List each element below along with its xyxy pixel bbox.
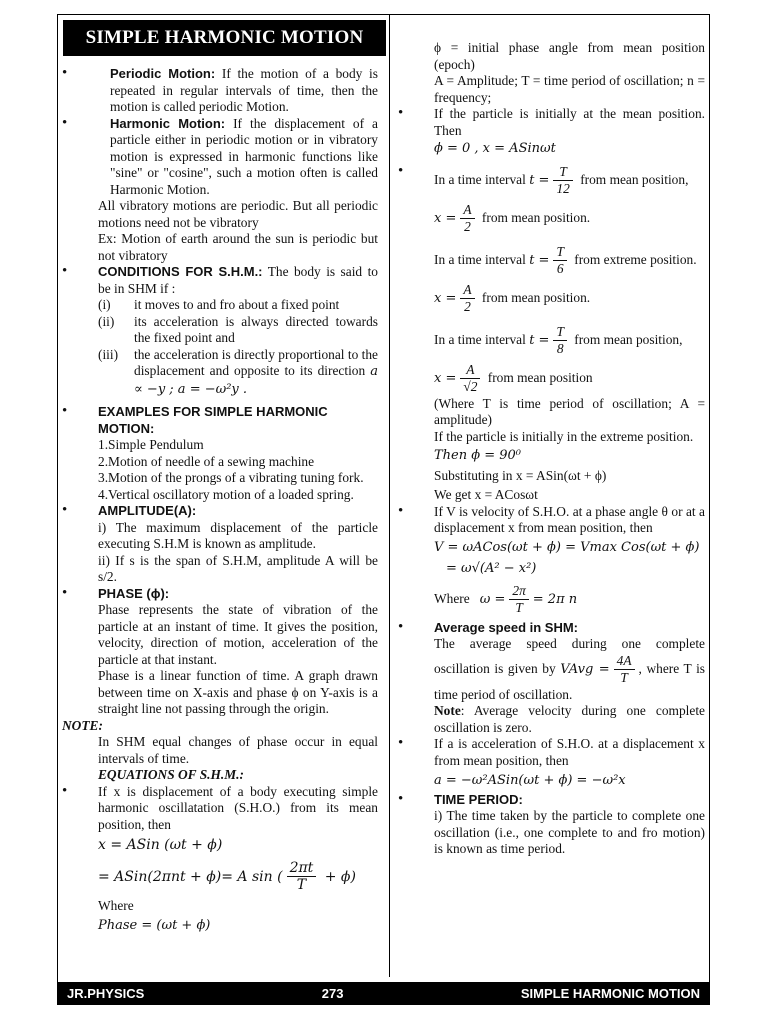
condition-number: (i) bbox=[98, 297, 111, 312]
fraction-denominator: T bbox=[296, 877, 307, 893]
displacement-fraction-2 bbox=[460, 282, 474, 316]
time-period-item bbox=[398, 792, 705, 809]
footer-chapter: SIMPLE HARMONIC MOTION bbox=[520, 986, 700, 1001]
phase-heading: PHASE (ϕ): bbox=[98, 585, 170, 601]
average-speed-text bbox=[398, 636, 705, 703]
left-column bbox=[62, 66, 378, 935]
phase-text-2: Phase is a linear function of time. A graph drawn between time on X-axis and phase ϕ on Y-axis is a straight line not passing through the origin. bbox=[98, 668, 378, 716]
amplitude-definition: A = Amplitude; T = time period of oscillation; n = frequency; bbox=[434, 73, 705, 105]
fraction-denominator: 12 bbox=[556, 181, 570, 196]
fraction-numerator: T bbox=[553, 164, 572, 182]
equations-text: • If x is displacement of a body executing simple harmonic oscillatation (S.H.O.) from its mean position, then bbox=[62, 784, 378, 834]
displacement-2 bbox=[398, 282, 705, 316]
velocity-text: • If V is velocity of S.H.O. at a phase angle θ or at a displacement x from mean position, then bbox=[398, 504, 705, 537]
condition-iii bbox=[62, 347, 378, 399]
average-speed-lhs: VAvg = bbox=[560, 661, 610, 677]
displacement-fraction-1 bbox=[460, 202, 474, 236]
time-period-text: i) The time taken by the particle to complete one oscillation (i.e., one complete to and fro motion) is known as time period. bbox=[434, 808, 705, 856]
displacement-tail: from mean position. bbox=[478, 209, 591, 225]
acceleration-text: • If a is acceleration of S.H.O. at a displacement x from mean position, then bbox=[398, 736, 705, 769]
example-4: 4.Vertical oscillatory motion of a loaded spring. bbox=[98, 486, 354, 502]
periodic-motion-heading: Periodic Motion: bbox=[110, 66, 216, 81]
phase-equation: Phase = (ωt + ϕ) bbox=[98, 918, 211, 933]
average-speed-heading: Average speed in SHM: bbox=[434, 619, 579, 635]
fraction-denominator: T bbox=[515, 600, 523, 615]
fraction-numerator: A bbox=[460, 202, 474, 220]
displacement-1 bbox=[398, 202, 705, 236]
then-equation: Then ϕ = 90⁰ bbox=[434, 448, 522, 463]
displacement-tail: from mean position bbox=[484, 369, 593, 385]
example-1: 1.Simple Pendulum bbox=[98, 437, 204, 452]
fraction-denominator: 6 bbox=[556, 261, 564, 276]
omega-definition bbox=[398, 583, 705, 617]
fraction-denominator: 2 bbox=[464, 219, 471, 234]
equation-1: x = ASin (ωt + ϕ) bbox=[98, 837, 223, 853]
amplitude-text-2: ii) If s is the span of S.H.M, amplitude A will be s/2. bbox=[98, 552, 378, 584]
amplitude-text-1: i) The maximum displacement of the particle executing S.H.M is known as amplitude. bbox=[98, 519, 378, 551]
where-t-text: (Where T is time period of oscillation; A = amplitude) bbox=[434, 395, 705, 427]
extreme-position-text: If the particle is initially in the extreme position. bbox=[434, 428, 694, 444]
fraction-numerator: T bbox=[553, 324, 566, 342]
time-interval-1 bbox=[398, 164, 705, 198]
average-speed-tail: , where T is time period of oscillation. bbox=[434, 660, 706, 702]
column-divider bbox=[389, 14, 390, 977]
footer-subject: JR.PHYSICS bbox=[67, 986, 145, 1001]
note-text: : Average velocity during one complete oscillation is zero. bbox=[434, 703, 705, 735]
time-interval-2 bbox=[398, 244, 705, 278]
x-label: x = bbox=[434, 290, 457, 306]
time-interval-3 bbox=[398, 324, 705, 358]
x-label: x = bbox=[434, 370, 457, 386]
fraction-numerator: T bbox=[553, 244, 566, 262]
examples-heading: EXAMPLES FOR SIMPLE HARMONIC MOTION: bbox=[98, 404, 328, 436]
amplitude-item bbox=[62, 503, 378, 520]
conditions-heading: CONDITIONS FOR S.H.M.: bbox=[98, 264, 263, 279]
harmonic-motion-heading: Harmonic Motion: bbox=[110, 115, 226, 131]
vibratory-note-1: All vibratory motions are periodic. But all periodic motions need not be vibratory bbox=[98, 198, 378, 230]
time-fraction-2 bbox=[553, 244, 566, 278]
note-heading: NOTE: bbox=[62, 717, 103, 733]
harmonic-motion-text: If the displacement of a particle either in periodic motion or in vibratory motion is expressed in harmonic functions like "sine" or "cosine", such a motion often is called Harmonic Motion. bbox=[110, 115, 378, 197]
t-label: t = bbox=[529, 252, 550, 268]
time-interval-label: In a time interval bbox=[434, 331, 526, 347]
mean-position-equation: ϕ = 0 , x = ASinωt bbox=[434, 141, 556, 156]
t-label: t = bbox=[529, 172, 550, 188]
fraction-numerator: A bbox=[460, 362, 480, 380]
condition-number: (ii) bbox=[98, 313, 115, 329]
average-velocity-note bbox=[398, 703, 705, 736]
harmonic-motion-item bbox=[62, 116, 378, 199]
periodic-motion-item bbox=[62, 66, 378, 116]
average-speed-fraction bbox=[614, 653, 635, 687]
fraction-denominator: T bbox=[620, 670, 628, 685]
displacement-3 bbox=[398, 362, 705, 396]
phase-text-1: Phase represents the state of vibration of the particle at an instant of time. It gives the position, velocity, direction of motion, acceleration of the particle at that instant. bbox=[98, 602, 378, 667]
amplitude-heading: AMPLITUDE(A): bbox=[98, 503, 197, 518]
velocity-equation-2: = ω√(A² − x²) bbox=[446, 561, 537, 576]
omega-tail: = 2π n bbox=[532, 591, 578, 607]
time-interval-tail: from mean position, bbox=[570, 331, 683, 347]
conditions-item bbox=[62, 264, 378, 297]
equation-2-right: + ϕ) bbox=[320, 868, 356, 885]
acceleration-equation: a = −ω²ASin(ωt + ϕ) = −ω²x bbox=[434, 773, 626, 788]
fraction-numerator: A bbox=[460, 282, 474, 300]
time-interval-label: In a time interval bbox=[434, 171, 526, 187]
time-interval-tail: from extreme position. bbox=[570, 251, 697, 267]
conditions-text: The body is said to be in SHM if : bbox=[98, 264, 378, 296]
displacement-fraction-3 bbox=[460, 362, 480, 396]
fraction-denominator: √2 bbox=[463, 379, 478, 394]
time-period-heading: TIME PERIOD: bbox=[434, 791, 523, 807]
note-label: Note bbox=[434, 703, 461, 718]
fraction-numerator: 4A bbox=[614, 653, 635, 671]
condition-ii bbox=[62, 314, 378, 347]
mean-position-text: • If the particle is initially at the mean position. Then bbox=[398, 106, 705, 139]
equation-2-fraction bbox=[287, 860, 317, 894]
phi-definition: ϕ = initial phase angle from mean position (epoch) bbox=[434, 40, 705, 72]
example-3: 3.Motion of the prongs of a vibrating tuning fork. bbox=[98, 470, 364, 485]
we-get-text: We get x = ACosωt bbox=[434, 487, 538, 502]
displacement-tail: from mean position. bbox=[478, 289, 591, 305]
fraction-numerator: 2π bbox=[509, 583, 528, 601]
time-fraction-3 bbox=[553, 324, 566, 358]
time-interval-label: In a time interval bbox=[434, 251, 526, 267]
time-interval-tail: from mean position, bbox=[576, 171, 689, 187]
fraction-denominator: 8 bbox=[556, 341, 564, 356]
examples-item bbox=[62, 404, 378, 437]
velocity-equation-1: V = ωACos(ωt + ϕ) = Vmax Cos(ωt + ϕ) bbox=[434, 539, 700, 555]
equation-2 bbox=[62, 860, 378, 894]
equation-2-left: = ASin(2πnt + ϕ)= A sin ( bbox=[98, 868, 283, 885]
average-speed-item bbox=[398, 620, 705, 637]
example-2: 2.Motion of needle of a sewing machine bbox=[98, 453, 315, 469]
where-label: Where bbox=[98, 897, 134, 913]
fraction-numerator: 2πt bbox=[287, 860, 317, 878]
phase-item bbox=[62, 586, 378, 603]
average-speed-lead: The average speed during one complete oscillation is given by bbox=[434, 636, 705, 676]
t-label: t = bbox=[529, 332, 550, 348]
condition-text: it moves to and fro about a fixed point bbox=[134, 297, 340, 312]
vibratory-note-2: Ex: Motion of earth around the sun is periodic but not vibratory bbox=[98, 231, 378, 263]
condition-i bbox=[62, 297, 378, 314]
time-fraction-1 bbox=[553, 164, 572, 198]
omega-fraction bbox=[509, 583, 528, 617]
page-footer bbox=[57, 982, 710, 1005]
condition-text: its acceleration is always directed towards the fixed point and bbox=[134, 313, 378, 345]
page-number: 273 bbox=[321, 986, 344, 1001]
substituting-text: Substituting in x = ASin(ωt + ϕ) bbox=[434, 467, 607, 483]
condition-text: the acceleration is directly proportional to the displacement and opposite to its direction bbox=[134, 346, 378, 378]
periodic-motion-text: If the motion of a body is repeated in regular intervals of time, then the motion is called periodic Motion. bbox=[110, 66, 378, 114]
right-column bbox=[398, 40, 705, 858]
equations-heading: EQUATIONS OF S.H.M.: bbox=[98, 767, 244, 782]
condition-equation: a ∝ −y ; a = −ω²y . bbox=[134, 364, 378, 397]
condition-number: (iii) bbox=[98, 346, 119, 362]
omega-label: ω = bbox=[479, 591, 506, 607]
fraction-denominator: 2 bbox=[464, 299, 471, 314]
x-label: x = bbox=[434, 210, 457, 226]
page-title: SIMPLE HARMONIC MOTION bbox=[63, 20, 386, 56]
note-text: In SHM equal changes of phase occur in equal intervals of time. bbox=[98, 734, 378, 766]
where-label: Where bbox=[434, 590, 470, 606]
